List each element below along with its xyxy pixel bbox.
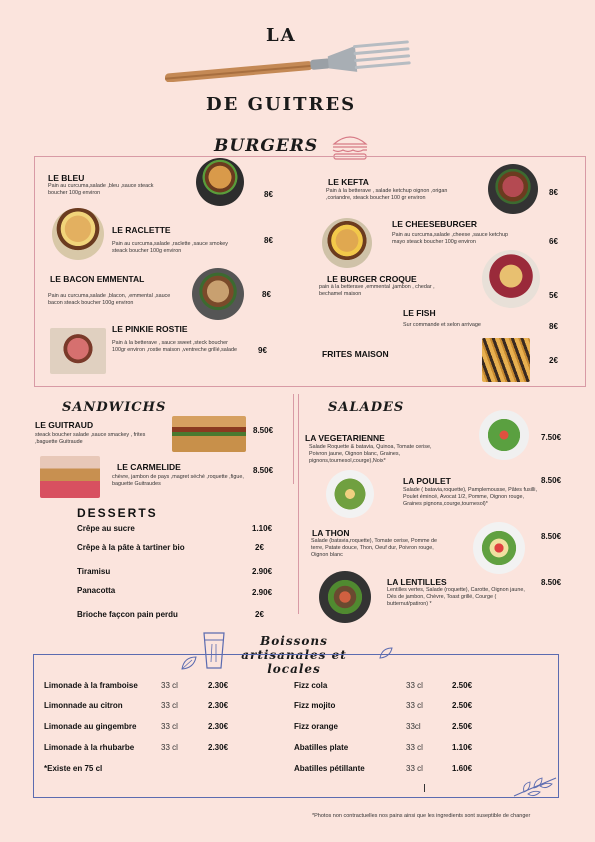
salad-desc: Salade (batavia,roquette), Tomate cerise, Pomme de terre, Patate douce, Thon, Oeuf dur, Poivron rouge, Oignon blanc — [311, 538, 438, 558]
burger-photo — [50, 328, 106, 374]
salad-desc: Salade ( batavia,roquette), Pamplemousse, Pâtes fusilli, Poulet émincé, Avocat 1/2, Pomme, Oignon rouge, Graines pignons,courge,tournesol)* — [403, 487, 537, 507]
burger-photo — [192, 268, 244, 320]
burger-desc: pain à la betterave ,emmental ,jambon , chedar , bechamel maison — [319, 284, 435, 297]
drink-price: 2.30€ — [208, 701, 229, 710]
salad-photo — [326, 470, 374, 518]
sandwich-price: 8.50€ — [253, 466, 274, 475]
burger-name: LE KEFTA — [328, 177, 369, 187]
sandwich-name: LE CARMELIDE — [117, 462, 181, 472]
drink-price: 2.30€ — [208, 681, 229, 690]
burger-name: LE FISH — [403, 308, 436, 318]
dessert-price: 1.10€ — [252, 524, 273, 533]
title-bottom: DE GUITRES — [206, 94, 357, 115]
drink-name: Abatilles plate — [294, 743, 349, 752]
burger-photo — [482, 250, 540, 308]
drink-volume: 33 cl — [161, 743, 178, 752]
drink-name: Limonnade au citron — [44, 701, 123, 710]
salad-price: 8.50€ — [541, 532, 562, 541]
drink-name: Limonade à la rhubarbe — [44, 743, 135, 752]
sandwich-name: LE GUITRAUD — [35, 420, 94, 430]
salad-photo — [479, 410, 529, 460]
drink-price: 1.60€ — [452, 764, 473, 773]
burger-price: 2€ — [549, 356, 558, 365]
section-title-salades: SALADES — [328, 400, 405, 415]
drink-volume: 33 cl — [161, 722, 178, 731]
salad-price: 8.50€ — [541, 578, 562, 587]
dessert-name: Crêpe à la pâte à tartiner bio — [77, 543, 185, 552]
burger-price: 6€ — [549, 237, 558, 246]
burger-price: 8€ — [549, 188, 558, 197]
sandwich-price: 8.50€ — [253, 426, 274, 435]
burger-price: 8€ — [549, 322, 558, 331]
drink-volume: 33 cl — [406, 764, 423, 773]
burger-photo — [322, 218, 372, 268]
salad-price: 8.50€ — [541, 476, 562, 485]
burger-name: LE BLEU — [48, 173, 85, 183]
drink-name: Abatilles pétillante — [294, 764, 365, 773]
drink-price: 2.30€ — [208, 743, 229, 752]
burger-price: 8€ — [264, 236, 273, 245]
salad-name: LA POULET — [403, 476, 451, 486]
dessert-price: 2.90€ — [252, 588, 273, 597]
dessert-price: 2€ — [255, 543, 264, 552]
burger-name: LE CHEESEBURGER — [392, 219, 478, 229]
fries-photo — [482, 338, 530, 382]
drink-volume: 33cl — [406, 722, 421, 731]
burger-price: 9€ — [258, 346, 267, 355]
drink-price: 2.50€ — [452, 722, 473, 731]
burger-name: LE RACLETTE — [112, 225, 171, 235]
burger-desc: Pain à la betterave , sauce sweet ,steck boucher 100gr environ ,rostie maison ,ventreche grillé,salade — [112, 340, 237, 353]
sandwich-photo — [40, 456, 100, 498]
divider-line — [293, 394, 294, 484]
dessert-price: 2.90€ — [252, 567, 273, 576]
salad-price: 7.50€ — [541, 433, 562, 442]
drink-volume: 33 cl — [406, 743, 423, 752]
salad-name: LA THON — [312, 528, 350, 538]
drink-name: Limonade au gingembre — [44, 722, 137, 731]
drink-price: 1.10€ — [452, 743, 473, 752]
divider-tick — [424, 784, 425, 792]
drink-name: Fizz cola — [294, 681, 328, 690]
drink-price: 2.50€ — [452, 701, 473, 710]
section-title-boissons: Boissons artisanales et locales — [241, 634, 347, 676]
salad-name: LA VEGETARIENNE — [305, 433, 385, 443]
salad-name: LA LENTILLES — [387, 577, 447, 587]
drink-volume: 33 cl — [406, 681, 423, 690]
burger-desc: Pain au curcuma,salade ,cheese ,sauce ketchup mayo steack boucher 100g environ — [392, 232, 508, 245]
burger-price: 8€ — [262, 290, 271, 299]
burger-name: FRITES MAISON — [322, 349, 389, 359]
drink-name: Limonade à la framboise — [44, 681, 138, 690]
sandwich-photo — [172, 416, 246, 452]
dessert-name: Crêpe au sucre — [77, 524, 135, 533]
section-title-burgers: BURGERS — [214, 136, 319, 156]
sandwich-desc: chèvre, jambon de pays ,magret séché ,roquette ,figue, baguette Guitraudes — [112, 474, 244, 487]
burger-photo — [488, 164, 538, 214]
salad-photo — [319, 571, 371, 623]
salad-desc: Salade Roquette & batavia, Quinoa, Tomate cerise, Poivron jaune, Oignon blanc, Graines, pignons,tournesol,courge),Noix* — [309, 444, 432, 464]
burger-desc: Pain au curcuma,salade ,blacon, ,emmental ,sauce bacon steack boucher 100g environ — [48, 293, 171, 306]
drink-volume: 33 cl — [161, 701, 178, 710]
fork-icon — [160, 40, 415, 82]
section-title-sandwichs: SANDWICHS — [62, 400, 167, 415]
section-title-desserts: DESSERTS — [77, 506, 158, 520]
title-top: LA — [266, 25, 297, 46]
burger-price: 8€ — [264, 190, 273, 199]
burger-photo — [196, 158, 244, 206]
burger-desc: Pain au curcuma,salade ,raclette ,sauce smokey steack boucher 100g environ — [112, 241, 228, 254]
burger-name: LE BURGER CROQUE — [327, 274, 417, 284]
burger-desc: Pain au curcuma,salade ,bleu ,sauce steack boucher 100g environ — [48, 183, 154, 196]
drink-price: 2.50€ — [452, 681, 473, 690]
burger-desc: Sur commande et selon arrivage — [403, 322, 481, 328]
burger-name: LE BACON EMMENTAL — [50, 274, 145, 284]
salad-photo — [473, 522, 525, 574]
drink-name: Fizz mojito — [294, 701, 336, 710]
burger-name: LE PINKIE ROSTIE — [112, 324, 188, 334]
dessert-name: Tiramisu — [77, 567, 111, 576]
drinks-note: *Existe en 75 cl — [44, 764, 103, 773]
burger-desc: Pain à la betterave , salade ketchup oignon ,origan ,coriandre, steack boucher 100 gr environ — [326, 188, 448, 201]
dessert-price: 2€ — [255, 610, 264, 619]
divider-line — [298, 394, 299, 614]
drink-volume: 33 cl — [406, 701, 423, 710]
burger-price: 5€ — [549, 291, 558, 300]
drink-volume: 33 cl — [161, 681, 178, 690]
dessert-name: Brioche façcon pain perdu — [77, 610, 178, 619]
drink-name: Fizz orange — [294, 722, 339, 731]
salad-desc: Lentilles vertes, Salade (roquette), Carotte, Oignon jaune, Dés de jambon, Chèvre, Toast grillé, Courge ( butternut/patiron) * — [387, 587, 525, 607]
drink-price: 2.30€ — [208, 722, 229, 731]
sandwich-desc: steack boucher salade ,sauce smackey , frites ,baguette Guitraude — [35, 432, 146, 445]
branch-icon — [512, 772, 558, 798]
burger-photo — [52, 208, 104, 260]
footnote: *Photos non contractuelles nos pains ainsi que les ingredients sont suseptible de changer — [312, 813, 531, 819]
dessert-name: Panacotta — [77, 586, 116, 595]
